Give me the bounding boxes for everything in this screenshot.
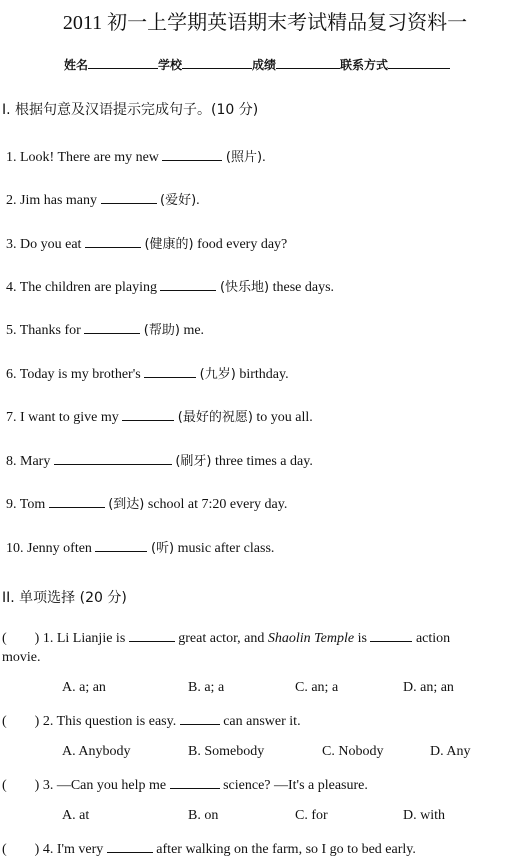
answer-blank[interactable] <box>370 629 412 642</box>
fill-question-8: 8. Mary (刷牙) three times a day. <box>6 454 313 469</box>
score-blank[interactable] <box>276 58 340 69</box>
fill-question-7: 7. I want to give my (最好的祝愿) to you all. <box>6 410 313 425</box>
mc-option[interactable]: A. Anybody <box>62 744 131 759</box>
fill-question-9: 9. Tom (到达) school at 7:20 every day. <box>6 497 288 512</box>
school-label: 学校 <box>158 58 183 72</box>
answer-blank[interactable] <box>54 452 172 465</box>
answer-blank[interactable] <box>122 408 174 421</box>
mc-question-3: ( ) 3. —Can you help me science? —It's a pleasure. <box>2 778 368 793</box>
contact-blank[interactable] <box>388 58 450 69</box>
mc-option[interactable]: C. Nobody <box>322 744 384 759</box>
contact-label: 联系方式 <box>340 58 389 72</box>
fill-question-4: 4. The children are playing (快乐地) these days. <box>6 280 335 295</box>
mc-option[interactable]: B. a; a <box>188 680 225 695</box>
mc-question-1-cont: movie. <box>2 650 41 665</box>
fill-question-6: 6. Today is my brother's (九岁) birthday. <box>6 367 289 382</box>
mc-option[interactable]: C. for <box>295 808 328 823</box>
score-label: 成绩 <box>252 58 277 72</box>
answer-blank[interactable] <box>107 840 153 853</box>
fill-question-2: 2. Jim has many (爱好). <box>6 193 200 208</box>
mc-option[interactable]: D. Any <box>430 744 471 759</box>
mc-option[interactable]: D. with <box>403 808 445 823</box>
fill-question-5: 5. Thanks for (帮助) me. <box>6 323 205 338</box>
mc-option[interactable]: A. a; an <box>62 680 106 695</box>
name-blank[interactable] <box>88 58 158 69</box>
answer-blank[interactable] <box>101 191 157 204</box>
section-2-heading: II. 单项选择 (20 分) <box>2 590 127 606</box>
fill-question-3: 3. Do you eat (健康的) food every day? <box>6 237 288 252</box>
answer-blank[interactable] <box>180 712 220 725</box>
answer-blank[interactable] <box>170 776 220 789</box>
page-title: 2011 初一上学期英语期末考试精品复习资料一 <box>62 12 468 34</box>
mc-question-2: ( ) 2. This question is easy. can answer it. <box>2 714 301 729</box>
mc-option[interactable]: A. at <box>62 808 90 823</box>
answer-blank[interactable] <box>144 365 196 378</box>
mc-option[interactable]: D. an; an <box>403 680 454 695</box>
answer-blank[interactable] <box>160 278 216 291</box>
mc-question-4: ( ) 4. I'm very after walking on the farm, so I go to bed early. <box>2 842 416 857</box>
fill-question-10: 10. Jenny often (听) music after class. <box>6 541 275 556</box>
fill-question-1: 1. Look! There are my new (照片). <box>6 150 266 165</box>
answer-blank[interactable] <box>95 539 147 552</box>
answer-blank[interactable] <box>84 321 140 334</box>
name-label: 姓名 <box>64 58 89 72</box>
mc-question-1: ( ) 1. Li Lianjie is great actor, and Shaolin Temple is action <box>2 631 451 646</box>
student-info-row <box>64 56 450 73</box>
answer-blank[interactable] <box>85 235 141 248</box>
mc-option[interactable]: C. an; a <box>295 680 339 695</box>
answer-blank[interactable] <box>129 629 175 642</box>
answer-blank[interactable] <box>49 495 105 508</box>
school-blank[interactable] <box>182 58 252 69</box>
mc-option[interactable]: B. on <box>188 808 219 823</box>
section-1-heading: I. 根据句意及汉语提示完成句子。(10 分) <box>2 102 259 118</box>
mc-option[interactable]: B. Somebody <box>188 744 265 759</box>
answer-blank[interactable] <box>162 148 222 161</box>
